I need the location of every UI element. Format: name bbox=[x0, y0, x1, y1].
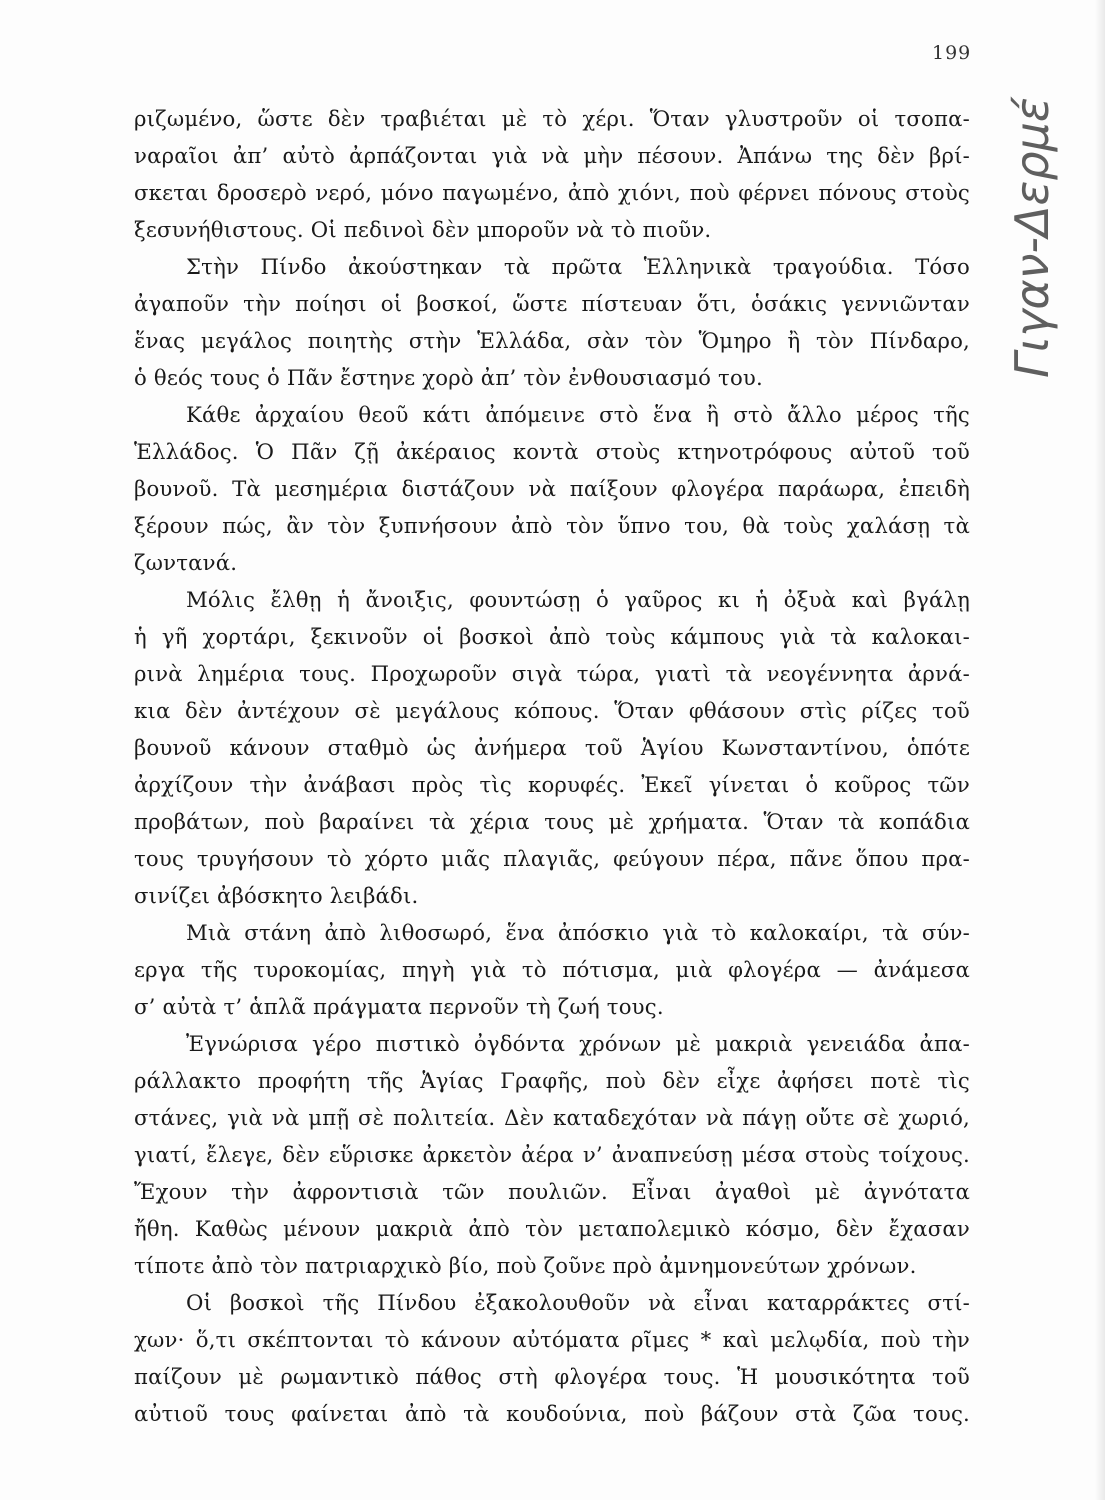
text-line: Ἑλλάδος. Ὁ Πᾶν ζῇ ἀκέραιος κοντὰ στοὺς κτηνοτρόφους αὐτοῦ τοῦ bbox=[134, 439, 970, 464]
text-line: ζωντανά. bbox=[134, 550, 238, 575]
text-line: παίζουν μὲ ρωμαντικὸ πάθος στὴ φλογέρα τους. Ἡ μουσικότητα τοῦ bbox=[134, 1364, 970, 1389]
text-line: ριζωμένο, ὥστε δὲν τραβιέται μὲ τὸ χέρι. Ὅταν γλυστροῦν οἱ τσοπα- bbox=[134, 106, 970, 131]
text-line: αὐτιοῦ τους φαίνεται ἀπὸ τὰ κουδούνια, ποὺ βάζουν στὰ ζῶα τους. bbox=[134, 1401, 970, 1426]
text-line: γιατί, ἔλεγε, δὲν εὕρισκε ἀρκετὸν ἀέρα ν’ ἀναπνεύσῃ μέσα στοὺς τοίχους. bbox=[134, 1142, 970, 1167]
page-number: 199 bbox=[932, 42, 972, 64]
text-line: χων· ὅ,τι σκέπτονται τὸ κάνουν αὐτόματα ρῖμες * καὶ μελῳδία, ποὺ τὴν bbox=[134, 1327, 970, 1352]
text-line: κια δὲν ἀντέχουν σὲ μεγάλους κόπους. Ὅταν φθάσουν στὶς ρίζες τοῦ bbox=[134, 698, 970, 723]
text-line: Μιὰ στάνη ἀπὸ λιθοσωρό, ἕνα ἀπόσκιο γιὰ τὸ καλοκαίρι, τὰ σύν- bbox=[186, 920, 970, 945]
text-line: σινίζει ἀβόσκητο λειβάδι. bbox=[134, 883, 419, 908]
text-line: ξέρουν πώς, ἂν τὸν ξυπνήσουν ἀπὸ τὸν ὕπνο του, θὰ τοὺς χαλάσῃ τὰ bbox=[134, 513, 970, 538]
text-line: ράλλακτο προφήτη τῆς Ἁγίας Γραφῆς, ποὺ δὲν εἶχε ἀφήσει ποτὲ τὶς bbox=[134, 1068, 970, 1093]
text-line: προβάτων, ποὺ βαραίνει τὰ χέρια τους μὲ χρήματα. Ὅταν τὰ κοπάδια bbox=[134, 809, 970, 834]
body-text bbox=[134, 100, 970, 1432]
text-line: ρινὰ λημέρια τους. Προχωροῦν σιγὰ τώρα, γιατὶ τὰ νεογέννητα ἀρνά- bbox=[134, 661, 970, 686]
text-line: ἕνας μεγάλος ποιητὴς στὴν Ἑλλάδα, σὰν τὸν Ὅμηρο ἢ τὸν Πίνδαρο, bbox=[134, 328, 970, 353]
text-line: βουνοῦ κάνουν σταθμὸ ὡς ἀνήμερα τοῦ Ἁγίου Κωνσταντίνου, ὁπότε bbox=[134, 735, 970, 760]
text-line: Οἱ βοσκοὶ τῆς Πίνδου ἐξακολουθοῦν νὰ εἶναι καταρράκτες στί- bbox=[186, 1290, 970, 1315]
text-line: Ἔχουν τὴν ἀφροντισιὰ τῶν πουλιῶν. Εἶναι ἀγαθοὶ μὲ ἀγνότατα bbox=[134, 1179, 970, 1204]
text-line: ἤθη. Καθὼς μένουν μακριὰ ἀπὸ τὸν μεταπολεμικὸ κόσμο, δὲν ἔχασαν bbox=[134, 1216, 970, 1241]
text-line: ἀρχίζουν τὴν ἀνάβασι πρὸς τὶς κορυφές. Ἐκεῖ γίνεται ὁ κοῦρος τῶν bbox=[134, 772, 970, 797]
text-line: Κάθε ἀρχαίου θεοῦ κάτι ἀπόμεινε στὸ ἕνα ἢ στὸ ἄλλο μέρος τῆς bbox=[186, 402, 970, 427]
page-edge-shadow bbox=[1095, 0, 1105, 1500]
text-line: ὁ θεός τους ὁ Πᾶν ἔστηνε χορὸ ἀπ’ τὸν ἐνθουσιασμό του. bbox=[134, 365, 763, 390]
text-line: βουνοῦ. Τὰ μεσημέρια διστάζουν νὰ παίξουν φλογέρα παράωρα, ἐπειδὴ bbox=[134, 476, 970, 501]
handwritten-margin-note: Γιγαν-Δερμέ bbox=[1005, 97, 1059, 378]
text-line: ἀγαποῦν τὴν ποίησι οἱ βοσκοί, ὥστε πίστευαν ὅτι, ὁσάκις γεννιῶνταν bbox=[134, 291, 970, 316]
text-line: τίποτε ἀπὸ τὸν πατριαρχικὸ βίο, ποὺ ζοῦνε πρὸ ἀμνημονεύτων χρόνων. bbox=[134, 1253, 917, 1278]
text-line: ναραῖοι ἀπ’ αὐτὸ ἀρπάζονται γιὰ νὰ μὴν πέσουν. Ἀπάνω της δὲν βρί- bbox=[134, 143, 970, 168]
text-line: σ’ αὐτὰ τ’ ἁπλᾶ πράγματα περνοῦν τὴ ζωή τους. bbox=[134, 994, 664, 1019]
text-line: ξεσυνήθιστους. Οἱ πεδινοὶ δὲν μποροῦν νὰ τὸ πιοῦν. bbox=[134, 217, 712, 242]
text-line: Ἐγνώρισα γέρο πιστικὸ ὀγδόντα χρόνων μὲ μακριὰ γενειάδα ἀπα- bbox=[186, 1031, 970, 1056]
text-line: στάνες, γιὰ νὰ μπῇ σὲ πολιτεία. Δὲν καταδεχόταν νὰ πάγῃ οὔτε σὲ χωριό, bbox=[134, 1105, 970, 1130]
text-line: εργα τῆς τυροκομίας, πηγὴ γιὰ τὸ πότισμα, μιὰ φλογέρα — ἀνάμεσα bbox=[134, 957, 970, 982]
text-line: Στὴν Πίνδο ἀκούστηκαν τὰ πρῶτα Ἑλληνικὰ τραγούδια. Τόσο bbox=[186, 254, 970, 279]
text-line: Μόλις ἔλθῃ ἡ ἄνοιξις, φουντώσῃ ὁ γαῦρος κι ἡ ὀξυὰ καὶ βγάλῃ bbox=[186, 587, 970, 612]
text-line: ἡ γῆ χορτάρι, ξεκινοῦν οἱ βοσκοὶ ἀπὸ τοὺς κάμπους γιὰ τὰ καλοκαι- bbox=[134, 624, 970, 649]
text-line: σκεται δροσερὸ νερό, μόνο παγωμένο, ἀπὸ χιόνι, ποὺ φέρνει πόνους στοὺς bbox=[134, 180, 970, 205]
text-line: τους τρυγήσουν τὸ χόρτο μιᾶς πλαγιᾶς, φεύγουν πέρα, πᾶνε ὅπου πρα- bbox=[134, 846, 970, 871]
